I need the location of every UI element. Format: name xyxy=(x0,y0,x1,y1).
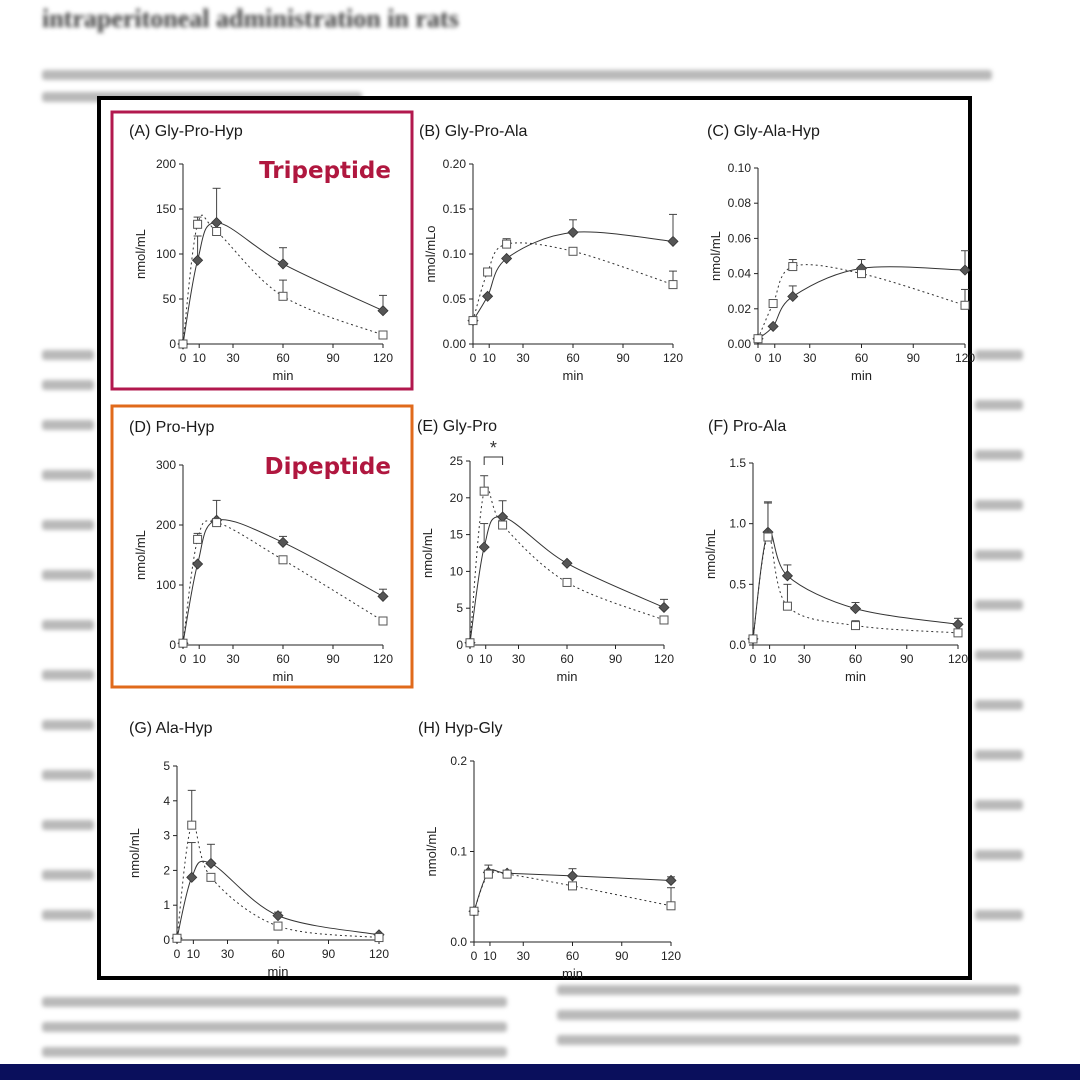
y-tick-label: 1.0 xyxy=(729,516,746,531)
blurred-text-line xyxy=(975,910,1023,920)
y-axis-label: nmol/mL xyxy=(133,530,148,580)
data-point-square xyxy=(279,292,287,300)
y-tick-label: 0 xyxy=(169,638,176,652)
data-point-square xyxy=(375,934,383,942)
blurred-text-line xyxy=(975,750,1023,760)
x-tick-label: 0 xyxy=(466,652,474,666)
panel-title: (A) Gly-Pro-Hyp xyxy=(129,123,243,140)
x-tick-label: 90 xyxy=(321,947,336,961)
y-tick-label: 0.00 xyxy=(442,337,466,351)
y-tick-label: 1 xyxy=(163,898,170,913)
data-point-diamond xyxy=(960,265,970,275)
y-tick-label: 15 xyxy=(449,527,463,542)
y-tick-label: 0.05 xyxy=(442,292,466,306)
data-point-diamond xyxy=(953,619,963,629)
x-tick-label: 30 xyxy=(516,351,530,365)
group-label: Dipeptide xyxy=(264,454,391,480)
x-tick-label: 120 xyxy=(662,351,684,365)
y-axis-label: nmol/mL xyxy=(708,231,723,281)
x-tick-label: 90 xyxy=(326,652,340,666)
x-tick-label: 90 xyxy=(906,351,920,365)
y-axis-label: nmol/mL xyxy=(420,528,435,578)
blurred-text-line xyxy=(42,350,94,360)
panel-title: (H) Hyp-Gly xyxy=(418,720,503,737)
y-tick-label: 0.06 xyxy=(727,231,751,246)
x-tick-label: 120 xyxy=(660,949,682,963)
blurred-text-line xyxy=(975,450,1023,460)
blurred-text-line xyxy=(557,985,1020,995)
data-point-square xyxy=(852,622,860,630)
y-axis-label: nmol/mL xyxy=(133,229,148,279)
data-point-square xyxy=(961,301,969,309)
data-point-diamond xyxy=(479,542,489,552)
chart-panel-f xyxy=(703,418,968,684)
data-point-square xyxy=(749,635,757,643)
y-tick-label: 10 xyxy=(449,564,463,579)
data-point-square xyxy=(173,934,181,942)
data-point-square xyxy=(480,487,488,495)
y-axis-label: nmol/mL xyxy=(703,529,718,579)
data-point-diamond xyxy=(378,306,388,316)
data-point-diamond xyxy=(193,255,203,265)
x-tick-label: 60 xyxy=(560,652,574,666)
data-point-square xyxy=(783,602,791,610)
blurred-text-line xyxy=(42,770,94,780)
x-axis-label: min xyxy=(851,368,872,383)
y-tick-label: 2 xyxy=(163,863,170,878)
blurred-text-line xyxy=(975,550,1023,560)
data-point-square xyxy=(279,556,287,564)
data-point-square xyxy=(789,263,797,271)
panel-title: (G) Ala-Hyp xyxy=(129,720,213,737)
blurred-text-line xyxy=(975,700,1023,710)
paper-title-blurred: intraperitoneal administration in rats xyxy=(42,4,459,33)
data-point-square xyxy=(954,629,962,637)
x-tick-label: 120 xyxy=(368,947,390,961)
blurred-text-line xyxy=(42,570,94,580)
blurred-text-line xyxy=(42,1047,507,1057)
y-tick-label: 0.00 xyxy=(727,337,751,351)
x-tick-label: 30 xyxy=(797,652,811,666)
data-point-square xyxy=(194,220,202,228)
data-point-square xyxy=(379,617,387,625)
x-tick-label: 60 xyxy=(271,947,285,961)
data-point-square xyxy=(379,331,387,339)
y-tick-label: 20 xyxy=(449,490,463,505)
blurred-text-line xyxy=(975,500,1023,510)
x-tick-label: 60 xyxy=(276,351,290,365)
blurred-text-line xyxy=(975,350,1023,360)
x-tick-label: 0 xyxy=(469,351,477,365)
data-point-square xyxy=(858,270,866,278)
y-tick-label: 0 xyxy=(163,933,170,947)
blurred-text-line xyxy=(42,1022,507,1032)
y-tick-label: 0.02 xyxy=(727,301,751,316)
y-tick-label: 0.5 xyxy=(729,577,746,592)
x-axis-label: min xyxy=(272,368,294,383)
y-tick-label: 0 xyxy=(169,337,176,351)
x-tick-label: 30 xyxy=(220,947,235,961)
x-tick-label: 60 xyxy=(565,949,580,963)
panel-title: (E) Gly-Pro xyxy=(417,418,497,435)
x-tick-label: 30 xyxy=(511,652,526,666)
panel-title: (F) Pro-Ala xyxy=(708,418,787,435)
data-point-square xyxy=(669,281,677,289)
x-tick-label: 10 xyxy=(186,947,201,961)
x-tick-label: 30 xyxy=(226,351,240,365)
y-tick-label: 0.15 xyxy=(442,202,466,216)
x-tick-label: 60 xyxy=(566,351,580,365)
blurred-text-line xyxy=(42,420,94,430)
bottom-bar xyxy=(0,1064,1080,1080)
blurred-text-line xyxy=(975,600,1023,610)
group-label: Tripeptide xyxy=(259,158,391,184)
data-point-square xyxy=(179,639,187,647)
x-tick-label: 120 xyxy=(372,652,394,666)
data-point-square xyxy=(207,873,215,881)
x-tick-label: 10 xyxy=(762,652,777,666)
blurred-text-line xyxy=(42,820,94,830)
data-point-square xyxy=(213,228,221,236)
x-tick-label: 10 xyxy=(479,652,493,666)
x-tick-label: 0 xyxy=(749,652,757,666)
y-tick-label: 200 xyxy=(155,157,176,171)
x-tick-label: 0 xyxy=(179,652,187,666)
x-tick-label: 30 xyxy=(803,351,817,365)
figure-panel xyxy=(97,96,976,981)
blurred-text-line xyxy=(42,520,94,530)
data-point-square xyxy=(274,922,282,930)
x-axis-label: min xyxy=(272,669,294,684)
y-tick-label: 150 xyxy=(155,202,176,216)
data-point-square xyxy=(754,335,762,343)
blurred-text-line xyxy=(42,910,94,920)
y-tick-label: 0.0 xyxy=(450,935,467,949)
data-point-diamond xyxy=(212,218,222,228)
x-tick-label: 0 xyxy=(179,351,187,365)
x-tick-label: 0 xyxy=(470,949,478,963)
data-point-diamond xyxy=(278,537,288,547)
y-tick-label: 0.20 xyxy=(442,157,466,171)
chart-panel-b xyxy=(419,123,683,383)
x-tick-label: 0 xyxy=(754,351,762,365)
data-point-diamond xyxy=(193,559,203,569)
data-point-square xyxy=(569,247,577,255)
data-point-square xyxy=(470,907,478,915)
y-tick-label: 0.10 xyxy=(442,247,466,261)
x-tick-label: 10 xyxy=(482,351,496,365)
chart-panel-h xyxy=(418,720,681,981)
data-point-square xyxy=(563,578,571,586)
blurred-text-line xyxy=(557,1010,1020,1020)
y-tick-label: 5 xyxy=(456,601,463,616)
chart-panel-a xyxy=(129,123,393,383)
data-point-square xyxy=(569,882,577,890)
x-tick-label: 10 xyxy=(768,351,782,365)
blurred-text-line xyxy=(975,850,1023,860)
figure-svg xyxy=(101,100,976,984)
y-axis-label: nmol/mL xyxy=(424,826,439,877)
y-tick-label: 1.5 xyxy=(729,456,746,470)
x-tick-label: 60 xyxy=(848,652,863,666)
x-tick-label: 10 xyxy=(192,652,206,666)
x-tick-label: 30 xyxy=(516,949,530,963)
y-tick-label: 100 xyxy=(155,578,176,592)
blurred-text-line xyxy=(42,620,94,630)
data-point-square xyxy=(769,300,777,308)
x-tick-label: 10 xyxy=(192,351,206,365)
blurred-text-line xyxy=(975,400,1023,410)
panel-title: (B) Gly-Pro-Ala xyxy=(419,123,528,140)
x-tick-label: 30 xyxy=(226,652,240,666)
chart-panel-e xyxy=(417,418,674,684)
data-point-diamond xyxy=(851,604,861,614)
x-tick-label: 90 xyxy=(616,351,630,365)
y-tick-label: 50 xyxy=(162,292,176,306)
data-point-diamond xyxy=(568,227,578,237)
blurred-text-line xyxy=(42,670,94,680)
data-point-square xyxy=(484,268,492,276)
data-point-square xyxy=(469,317,477,325)
chart-panel-d xyxy=(129,419,393,684)
x-tick-label: 120 xyxy=(954,351,976,365)
y-axis-label: nmol/mL xyxy=(127,828,142,878)
y-tick-label: 4 xyxy=(163,793,170,808)
y-tick-label: 0.0 xyxy=(729,638,746,652)
x-axis-label: min xyxy=(845,669,866,684)
significance-bracket xyxy=(484,457,502,465)
y-tick-label: 200 xyxy=(155,518,176,532)
data-point-square xyxy=(179,340,187,348)
data-point-diamond xyxy=(187,872,197,882)
data-point-diamond xyxy=(206,858,216,868)
x-axis-label: min xyxy=(562,368,584,383)
data-point-diamond xyxy=(788,291,798,301)
y-tick-label: 0.1 xyxy=(450,844,467,859)
x-tick-label: 90 xyxy=(900,652,914,666)
data-point-square xyxy=(188,821,196,829)
x-axis-label: min xyxy=(267,964,289,979)
data-point-square xyxy=(499,521,507,529)
data-point-square xyxy=(764,533,772,541)
data-point-square xyxy=(503,240,511,248)
data-point-diamond xyxy=(568,871,578,881)
data-point-square xyxy=(503,870,511,878)
x-tick-label: 120 xyxy=(947,652,969,666)
data-point-square xyxy=(660,616,668,624)
panel-title: (C) Gly-Ala-Hyp xyxy=(707,123,820,140)
blurred-text-line xyxy=(42,870,94,880)
blurred-text-line xyxy=(42,380,94,390)
y-tick-label: 0.08 xyxy=(727,196,751,211)
data-point-square xyxy=(194,535,202,543)
y-tick-label: 300 xyxy=(155,458,176,472)
x-tick-label: 90 xyxy=(608,652,623,666)
data-point-square xyxy=(667,902,675,910)
y-axis-label: nmol/mLo xyxy=(423,225,438,283)
blurred-text-line xyxy=(42,70,992,80)
blurred-text-line xyxy=(42,997,507,1007)
y-tick-label: 5 xyxy=(163,759,170,773)
x-tick-label: 90 xyxy=(326,351,340,365)
data-point-square xyxy=(466,639,474,647)
blurred-text-line xyxy=(975,800,1023,810)
x-tick-label: 10 xyxy=(483,949,497,963)
chart-panel-c xyxy=(707,123,975,383)
blurred-text-line xyxy=(557,1035,1020,1045)
data-point-square xyxy=(484,870,492,878)
x-tick-label: 0 xyxy=(173,947,181,961)
data-point-diamond xyxy=(668,236,678,246)
chart-panel-g xyxy=(127,720,389,979)
blurred-text-line xyxy=(975,650,1023,660)
data-point-square xyxy=(213,519,221,527)
x-tick-label: 120 xyxy=(653,652,675,666)
data-point-diamond xyxy=(483,291,493,301)
blurred-text-line xyxy=(42,470,94,480)
significance-marker: * xyxy=(489,438,497,458)
y-tick-label: 100 xyxy=(155,247,176,261)
x-tick-label: 120 xyxy=(372,351,394,365)
y-tick-label: 0.10 xyxy=(727,161,751,175)
data-point-diamond xyxy=(278,259,288,269)
data-point-diamond xyxy=(659,602,669,612)
x-tick-label: 60 xyxy=(276,652,290,666)
data-point-diamond xyxy=(378,591,388,601)
y-tick-label: 0.2 xyxy=(450,754,467,768)
y-tick-label: 3 xyxy=(163,828,170,843)
data-point-diamond xyxy=(562,558,572,568)
x-tick-label: 60 xyxy=(854,351,869,365)
x-axis-label: min xyxy=(562,966,583,981)
y-tick-label: 0.04 xyxy=(727,266,751,281)
x-axis-label: min xyxy=(556,669,578,684)
blurred-text-line xyxy=(42,720,94,730)
x-tick-label: 90 xyxy=(615,949,629,963)
y-tick-label: 0 xyxy=(456,638,463,652)
y-tick-label: 25 xyxy=(449,454,463,468)
panel-title: (D) Pro-Hyp xyxy=(129,419,215,436)
